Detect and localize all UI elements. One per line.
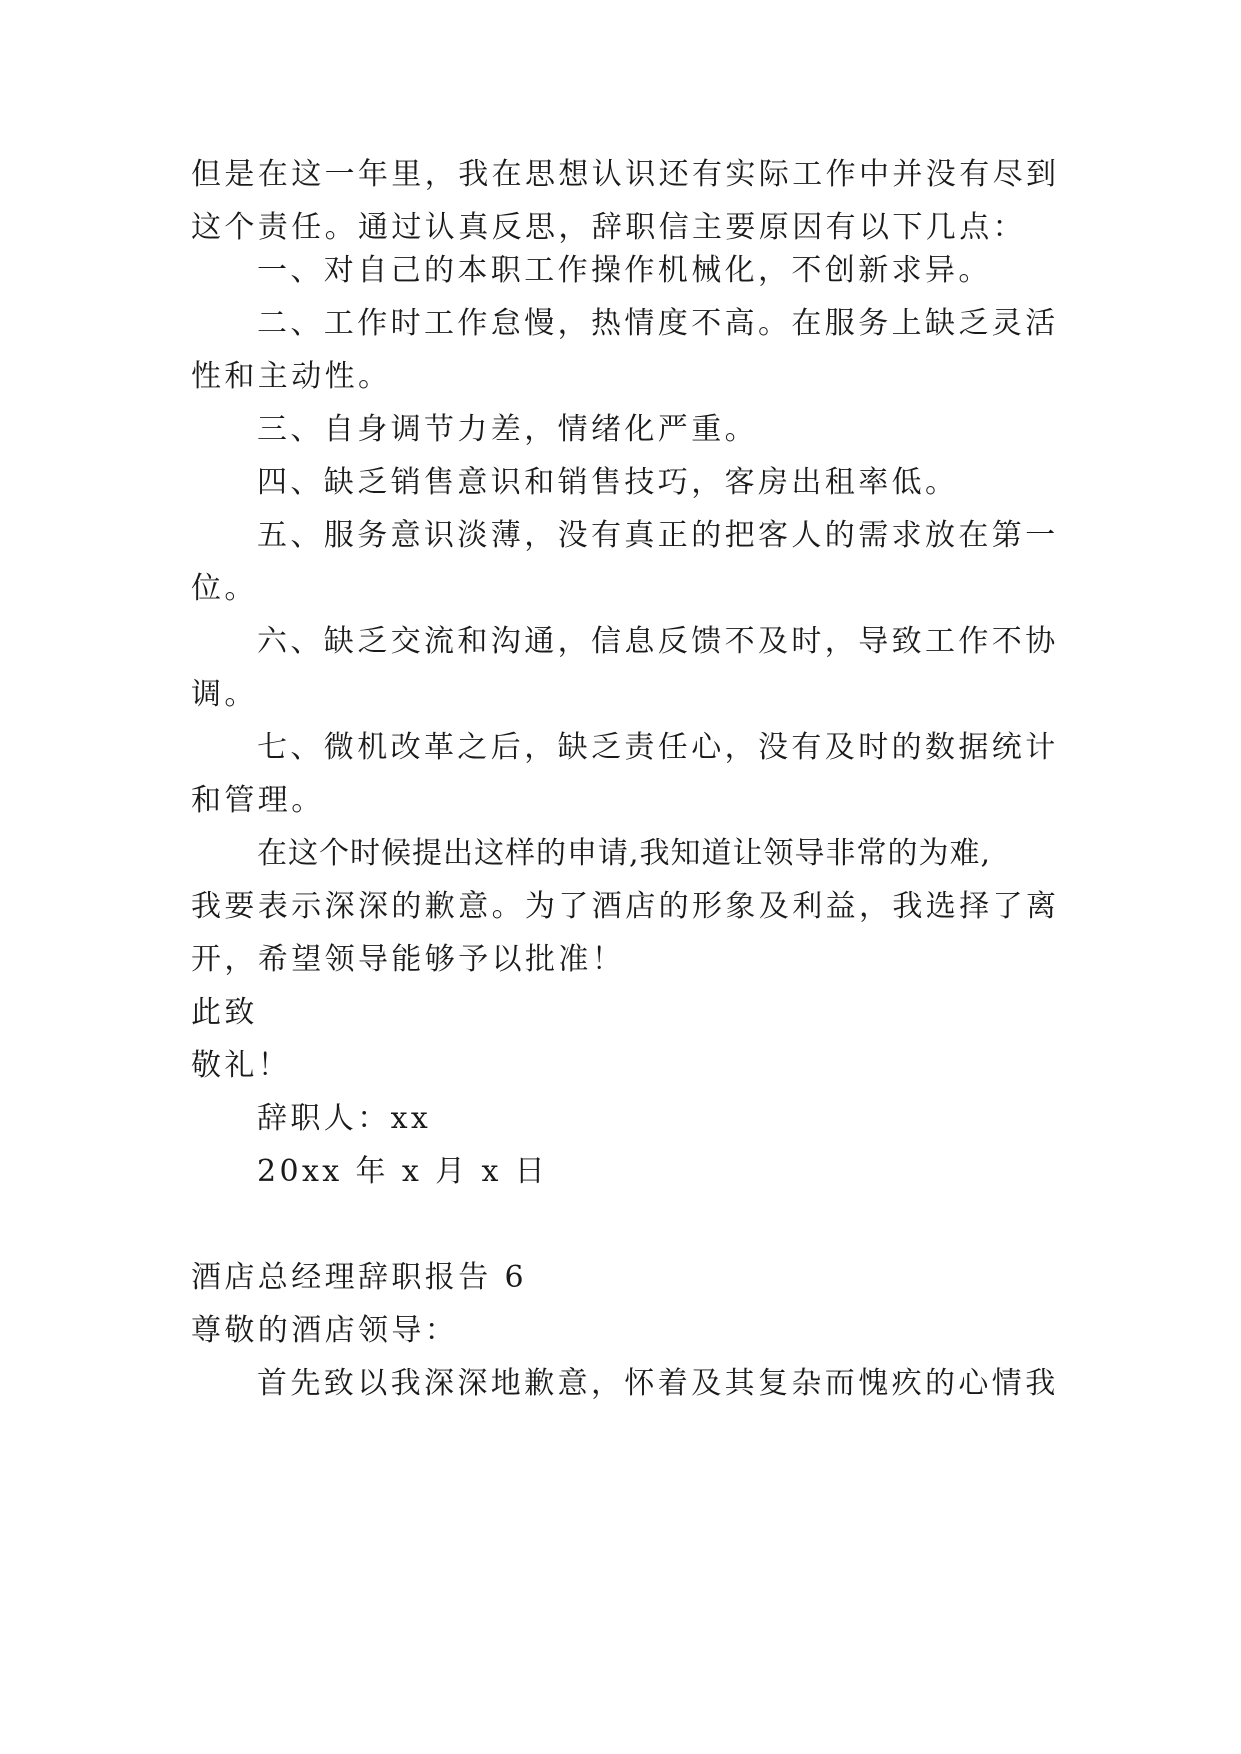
body-text-line: 开，希望领导能够予以批准！: [191, 942, 626, 977]
list-item-6-cont: 调。: [191, 677, 258, 712]
signature-name: 辞职人：xx: [257, 1101, 432, 1136]
list-item-5-cont: 位。: [191, 571, 258, 606]
body-text-line: 首先致以我深深地歉意，怀着及其复杂而愧疚的心情我: [257, 1366, 1059, 1401]
list-item-7: 七、微机改革之后，缺乏责任心，没有及时的数据统计: [257, 730, 1059, 765]
list-item-4: 四、缺乏销售意识和销售技巧，客房出租率低。: [257, 465, 959, 500]
body-text-line: 在这个时候提出这样的申请,我知道让领导非常的为难,: [257, 836, 992, 871]
list-item-7-cont: 和管理。: [191, 783, 325, 818]
greeting: 尊敬的酒店领导：: [191, 1313, 459, 1348]
list-item-2: 二、工作时工作怠慢，热情度不高。在服务上缺乏灵活: [257, 306, 1059, 341]
closing-regards: 敬礼！: [191, 1048, 292, 1083]
list-item-5: 五、服务意识淡薄，没有真正的把客人的需求放在第一: [257, 518, 1059, 553]
list-item-1: 一、对自己的本职工作操作机械化，不创新求异。: [257, 253, 992, 288]
body-text-line: 这个责任。通过认真反思，辞职信主要原因有以下几点：: [191, 210, 1026, 245]
section-title: 酒店总经理辞职报告 6: [191, 1260, 528, 1295]
body-text-line: 但是在这一年里，我在思想认识还有实际工作中并没有尽到: [191, 157, 1060, 192]
list-item-2-cont: 性和主动性。: [191, 359, 392, 394]
list-item-3: 三、自身调节力差，情绪化严重。: [257, 412, 758, 447]
signature-date: 20xx 年 x 月 x 日: [257, 1154, 549, 1189]
list-item-6: 六、缺乏交流和沟通，信息反馈不及时，导致工作不协: [257, 624, 1059, 659]
body-text-line: 我要表示深深的歉意。为了酒店的形象及利益，我选择了离: [191, 889, 1060, 924]
closing-salutation: 此致: [191, 995, 258, 1030]
